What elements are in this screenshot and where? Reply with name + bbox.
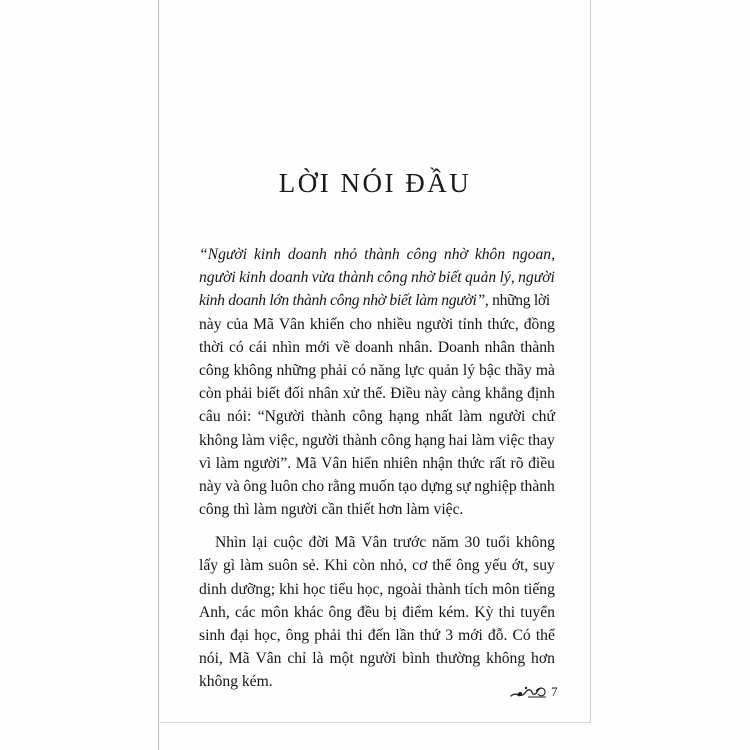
- decorative-flourish-icon: [510, 682, 548, 702]
- body-text: [199, 243, 555, 694]
- page-footer: [510, 682, 558, 702]
- paragraph-gap: [199, 521, 555, 531]
- text-line: sinh đại học, ông phải thi đến lần thứ 3 mới đỗ. Có thể: [199, 627, 555, 644]
- quote-fragment: kinh doanh lớn thành công nhờ biết làm người”: [199, 292, 485, 310]
- text-line: vì làm người”. Mã Vân hiển nhiên nhận thức rất rõ điều: [199, 454, 555, 472]
- text-line: người kinh doanh vừa thành công nhờ biết quản lý, người: [199, 269, 555, 287]
- text-line: Anh, các môn khác ông đều bị điểm kém. Kỳ thi tuyển: [199, 603, 555, 621]
- text-line: không kém.: [199, 673, 273, 691]
- page-edge-left: [158, 0, 159, 750]
- text-line: Nhìn lại cuộc đời Mã Vân trước năm 30 tuổi không: [215, 534, 555, 552]
- text-line: câu nói: “Người thành công hạng nhất làm người chứ: [199, 408, 555, 426]
- paragraph-1: [199, 243, 555, 521]
- text-line: này của Mã Vân khiến cho nhiều người tỉnh thức, đồng: [199, 315, 555, 333]
- text-fragment: , những lời: [484, 292, 550, 310]
- text-line: “Người kinh doanh nhỏ thành công nhờ khôn ngoan,: [199, 246, 555, 263]
- text-line: nói, Mã Vân chỉ là một người bình thường không hơn: [199, 650, 555, 668]
- text-line: này và ông luôn cho rằng muốn tạo dựng sự nghiệp thành: [199, 477, 555, 495]
- text-line: [199, 289, 555, 312]
- paragraph-2: [199, 531, 555, 693]
- text-line: còn phải biết đối nhân xử thế. Điều này càng khẳng định: [199, 385, 555, 403]
- text-line: công không những phải có năng lực quản lý bậc thầy mà: [199, 361, 555, 379]
- page-edge-right: [590, 0, 591, 722]
- text-line: dinh dưỡng; khi học tiểu học, ngoài thành tích môn tiếng: [199, 580, 555, 598]
- text-line: công thì làm người cần thiết hơn làm việc.: [199, 501, 464, 519]
- page-number: 7: [551, 684, 558, 699]
- text-line: lấy gì làm suôn sẻ. Khi còn nhỏ, cơ thể ông yếu ớt, suy: [199, 557, 555, 575]
- page-edge-bottom: [158, 722, 591, 723]
- text-line: không làm việc, người thành công hạng hai làm việc thay: [199, 431, 555, 449]
- text-line: thời có cái nhìn mới về doanh nhân. Doanh nhân thành: [199, 338, 555, 356]
- page-title: LỜI NÓI ĐẦU: [278, 168, 472, 198]
